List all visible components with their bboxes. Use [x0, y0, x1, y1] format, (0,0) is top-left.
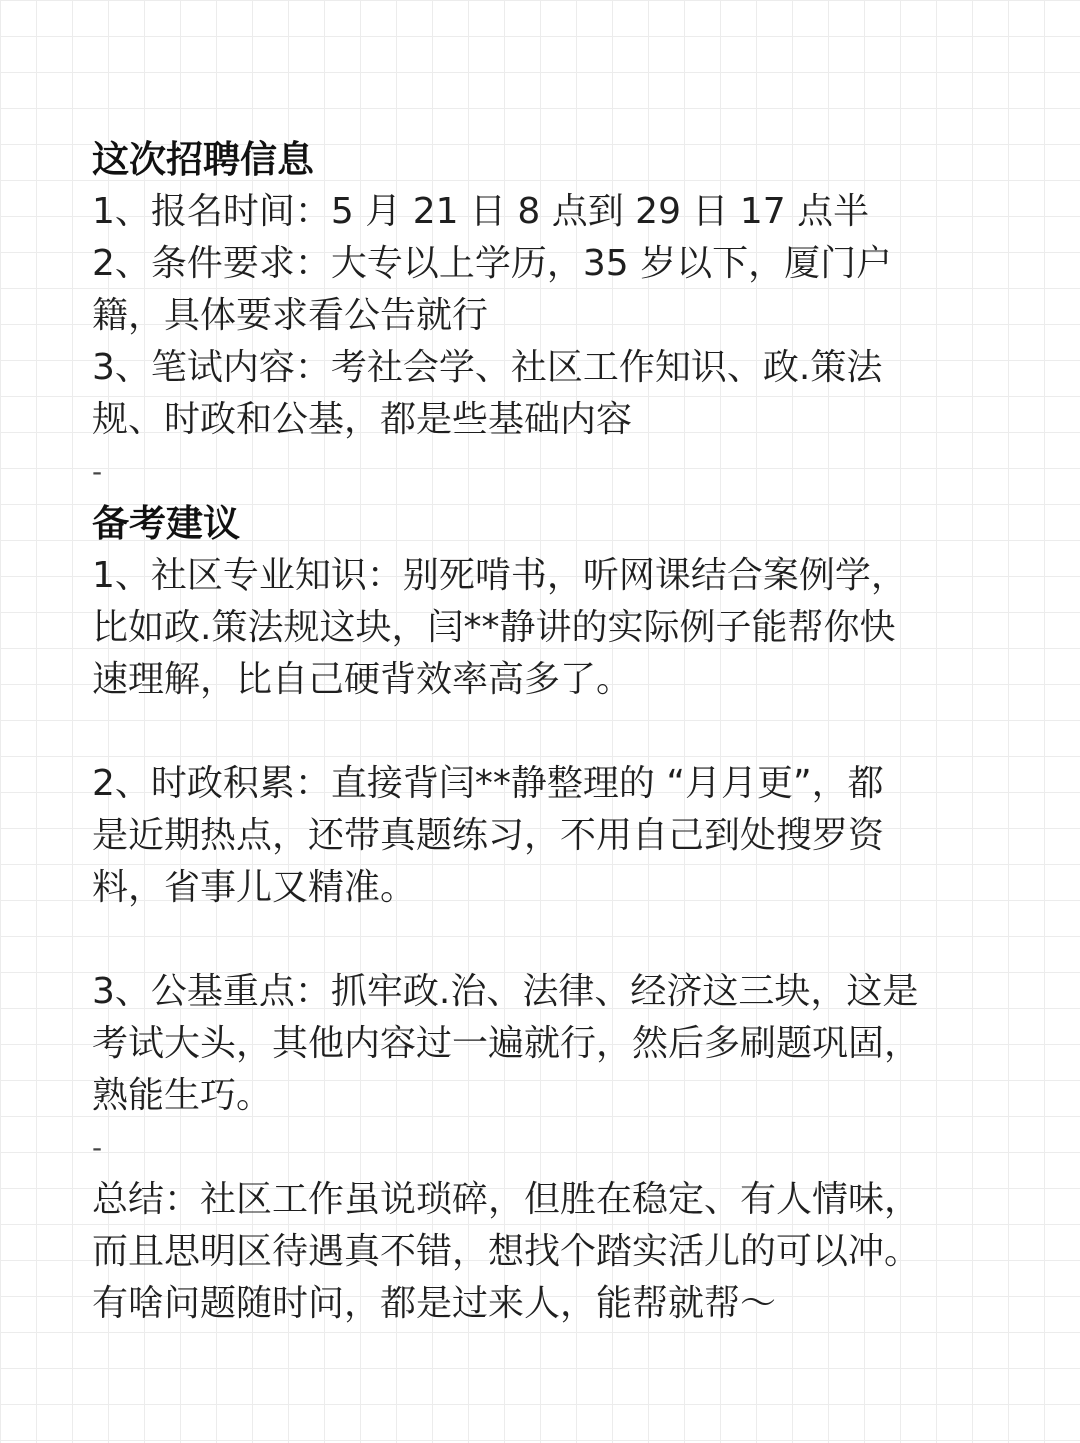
separator-dash: - [92, 455, 103, 488]
summary-line-3: 有啥问题随时问，都是过来人，能帮就帮～ [92, 1283, 777, 1324]
recruitment-line-5: 规、时政和公基，都是些基础内容 [92, 399, 633, 440]
paragraph-spacer [92, 706, 992, 758]
advice-item-1 [92, 550, 992, 706]
advice-section [92, 498, 992, 1122]
advice-item-1-line-1: 1、社区专业知识：别死啃书，听网课结合案例学， [92, 555, 907, 596]
recruitment-heading: 这次招聘信息 [92, 138, 314, 181]
advice-item-1-line-2: 比如政.策法规这块，闫**静讲的实际例子能帮你快 [92, 607, 896, 648]
recruitment-section [92, 134, 992, 446]
advice-item-1-line-3: 速理解，比自己硬背效率高多了。 [92, 659, 633, 700]
advice-item-3-line-3: 熟能生巧。 [92, 1075, 273, 1116]
recruitment-line-2: 2、条件要求：大专以上学历，35 岁以下，厦门户 [92, 243, 893, 284]
advice-item-2-line-1: 2、时政积累：直接背闫**静整理的 “月月更”，都 [92, 763, 884, 804]
summary-line-2: 而且思明区待遇真不错，想找个踏实活儿的可以冲。 [92, 1231, 921, 1272]
advice-item-2-line-2: 是近期热点，还带真题练习，不用自己到处搜罗资 [92, 815, 885, 856]
advice-item-3 [92, 966, 992, 1122]
separator-dash: - [92, 1131, 103, 1164]
advice-item-2-line-3: 料，省事儿又精准。 [92, 867, 417, 908]
recruitment-line-4: 3、笔试内容：考社会学、社区工作知识、政.策法 [92, 347, 883, 388]
recruitment-line-3: 籍，具体要求看公告就行 [92, 295, 489, 336]
recruitment-line-1: 1、报名时间：5 月 21 日 8 点到 29 日 17 点半 [92, 191, 870, 232]
summary-section [92, 1174, 992, 1330]
advice-item-3-line-2: 考试大头，其他内容过一遍就行，然后多刷题巩固， [92, 1023, 921, 1064]
advice-item-3-line-1: 3、公基重点：抓牢政.治、法律、经济这三块，这是 [92, 971, 919, 1012]
advice-item-2 [92, 758, 992, 914]
paragraph-spacer [92, 914, 992, 966]
advice-heading: 备考建议 [92, 502, 240, 545]
article-body [92, 134, 992, 1330]
summary-line-1: 总结：社区工作虽说琐碎，但胜在稳定、有人情味， [92, 1179, 921, 1220]
